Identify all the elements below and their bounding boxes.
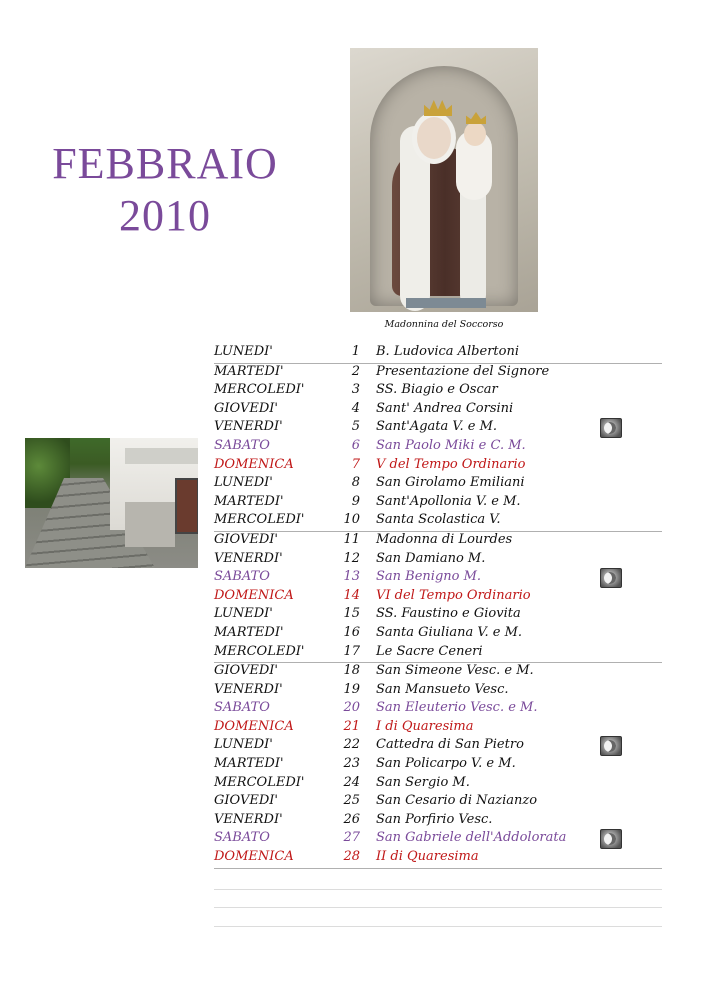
calendar-row	[214, 812, 662, 831]
moon-phase-icon	[600, 568, 622, 588]
day-number: 1	[351, 344, 360, 359]
day-name: MERCOLEDI'	[214, 512, 305, 528]
day-number: 21	[343, 718, 360, 734]
calendar-row	[214, 625, 662, 644]
saint-name: San Cesario di Nazianzo	[376, 793, 538, 809]
day-number: 17	[343, 643, 360, 659]
calendar-row	[214, 438, 662, 457]
blank-line	[214, 889, 662, 890]
day-name: GIOVEDI'	[214, 663, 278, 679]
calendar-row	[214, 644, 662, 664]
day-number: 3	[351, 382, 360, 398]
day-name: DOMENICA	[214, 587, 294, 603]
day-name: MARTEDI'	[214, 756, 284, 772]
saint-name: San Mansueto Vesc.	[376, 681, 509, 697]
day-number: 26	[343, 811, 360, 827]
day-number: 27	[343, 830, 360, 846]
day-name: GIOVEDI'	[214, 531, 278, 547]
day-number: 7	[351, 456, 360, 472]
day-name: MERCOLEDI'	[214, 643, 305, 659]
saint-name: VI del Tempo Ordinario	[376, 587, 531, 603]
saint-name: San Paolo Miki e C. M.	[376, 437, 526, 453]
saint-name: San Eleuterio Vesc. e M.	[376, 700, 538, 716]
day-number: 24	[343, 774, 360, 790]
day-number: 28	[343, 849, 360, 865]
day-name: DOMENICA	[214, 456, 294, 472]
saint-name: B. Ludovica Albertoni	[376, 344, 519, 359]
saint-name: SS. Faustino e Giovita	[376, 606, 521, 622]
calendar-row	[214, 793, 662, 812]
moon-phase-icon	[600, 736, 622, 756]
day-name: VENERDI'	[214, 419, 283, 435]
day-name: VENERDI'	[214, 681, 283, 697]
saint-name: San Gabriele dell'Addolorata	[376, 830, 567, 846]
calendar-row	[214, 700, 662, 719]
saint-name: Le Sacre Ceneri	[376, 643, 483, 659]
day-number: 12	[343, 550, 360, 566]
day-number: 10	[343, 512, 360, 528]
day-name: SABATO	[214, 830, 270, 846]
calendar-row	[214, 719, 662, 738]
calendar-row	[214, 830, 662, 849]
saint-name: Presentazione del Signore	[376, 363, 550, 379]
day-name: MARTEDI'	[214, 624, 284, 640]
calendar-row	[214, 401, 662, 420]
day-name: MARTEDI'	[214, 493, 284, 509]
blank-line	[214, 907, 662, 908]
day-name: GIOVEDI'	[214, 400, 278, 416]
day-name: SABATO	[214, 437, 270, 453]
calendar-row	[214, 494, 662, 513]
calendar-row	[214, 606, 662, 625]
saint-name: San Porfirio Vesc.	[376, 811, 493, 827]
day-number: 11	[343, 531, 360, 547]
day-number: 13	[343, 569, 360, 585]
day-number: 22	[343, 737, 360, 753]
calendar-row	[214, 364, 662, 383]
saint-name: San Simeone Vesc. e M.	[376, 663, 534, 679]
saint-name: Madonna di Lourdes	[376, 531, 513, 547]
saint-name: I di Quaresima	[376, 718, 474, 734]
calendar-row	[214, 419, 662, 438]
calendar-row	[214, 475, 662, 494]
saint-name: San Policarpo V. e M.	[376, 756, 516, 772]
saint-name: V del Tempo Ordinario	[376, 456, 526, 472]
calendar-row	[214, 849, 662, 869]
day-number: 9	[351, 493, 360, 509]
saint-name: San Benigno M.	[376, 569, 482, 585]
day-name: LUNEDI'	[214, 737, 273, 753]
day-number: 19	[343, 681, 360, 697]
calendar-row	[214, 682, 662, 701]
saint-name: San Damiano M.	[376, 550, 486, 566]
calendar-row	[214, 382, 662, 401]
day-number: 25	[343, 793, 360, 809]
day-name: MERCOLEDI'	[214, 382, 305, 398]
day-name: MERCOLEDI'	[214, 774, 305, 790]
saint-name: Sant'Agata V. e M.	[376, 419, 498, 435]
saint-name: Santa Giuliana V. e M.	[376, 624, 523, 640]
saint-name: Sant' Andrea Corsini	[376, 400, 514, 416]
calendar-row	[214, 532, 662, 551]
day-number: 8	[351, 475, 360, 491]
year-title: 2010	[119, 191, 211, 240]
day-name: LUNEDI'	[214, 606, 273, 622]
day-name: DOMENICA	[214, 849, 294, 865]
day-name: MARTEDI'	[214, 363, 284, 379]
calendar-row	[214, 457, 662, 476]
saint-name: Sant'Apollonia V. e M.	[376, 493, 521, 509]
calendar-row	[214, 588, 662, 607]
day-name: GIOVEDI'	[214, 793, 278, 809]
saint-name: II di Quaresima	[376, 849, 479, 865]
day-number: 14	[343, 587, 360, 603]
calendar-row	[214, 569, 662, 588]
calendar-row	[214, 775, 662, 794]
madonna-photo	[350, 48, 538, 312]
day-number: 4	[351, 400, 360, 416]
day-name: VENERDI'	[214, 811, 283, 827]
calendar-row	[214, 512, 662, 532]
calendar-row	[214, 663, 662, 682]
saint-name: San Girolamo Emiliani	[376, 475, 525, 491]
day-number: 5	[351, 419, 360, 435]
day-number: 23	[343, 756, 360, 772]
calendar-row	[214, 344, 662, 364]
month-title: FEBBRAIO	[52, 139, 278, 188]
saint-name: Cattedra di San Pietro	[376, 737, 524, 753]
day-number: 16	[343, 624, 360, 640]
moon-phase-icon	[600, 829, 622, 849]
stairs-photo	[25, 438, 198, 568]
saint-name: SS. Biagio e Oscar	[376, 382, 498, 398]
calendar-row	[214, 551, 662, 570]
day-name: LUNEDI'	[214, 475, 273, 491]
photo-caption: Madonnina del Soccorso	[384, 319, 504, 330]
saint-name: San Sergio M.	[376, 774, 470, 790]
day-number: 18	[343, 663, 360, 679]
calendar-row	[214, 737, 662, 756]
day-name: VENERDI'	[214, 550, 283, 566]
day-name: SABATO	[214, 569, 270, 585]
day-number: 20	[343, 700, 360, 716]
day-number: 6	[351, 437, 360, 453]
blank-line	[214, 926, 662, 927]
calendar-row	[214, 756, 662, 775]
day-name: LUNEDI'	[214, 344, 273, 359]
day-number: 2	[351, 363, 360, 379]
day-name: DOMENICA	[214, 718, 294, 734]
saint-name: Santa Scolastica V.	[376, 512, 501, 528]
day-number: 15	[343, 606, 360, 622]
calendar-table	[214, 344, 662, 869]
day-name: SABATO	[214, 700, 270, 716]
moon-phase-icon	[600, 418, 622, 438]
